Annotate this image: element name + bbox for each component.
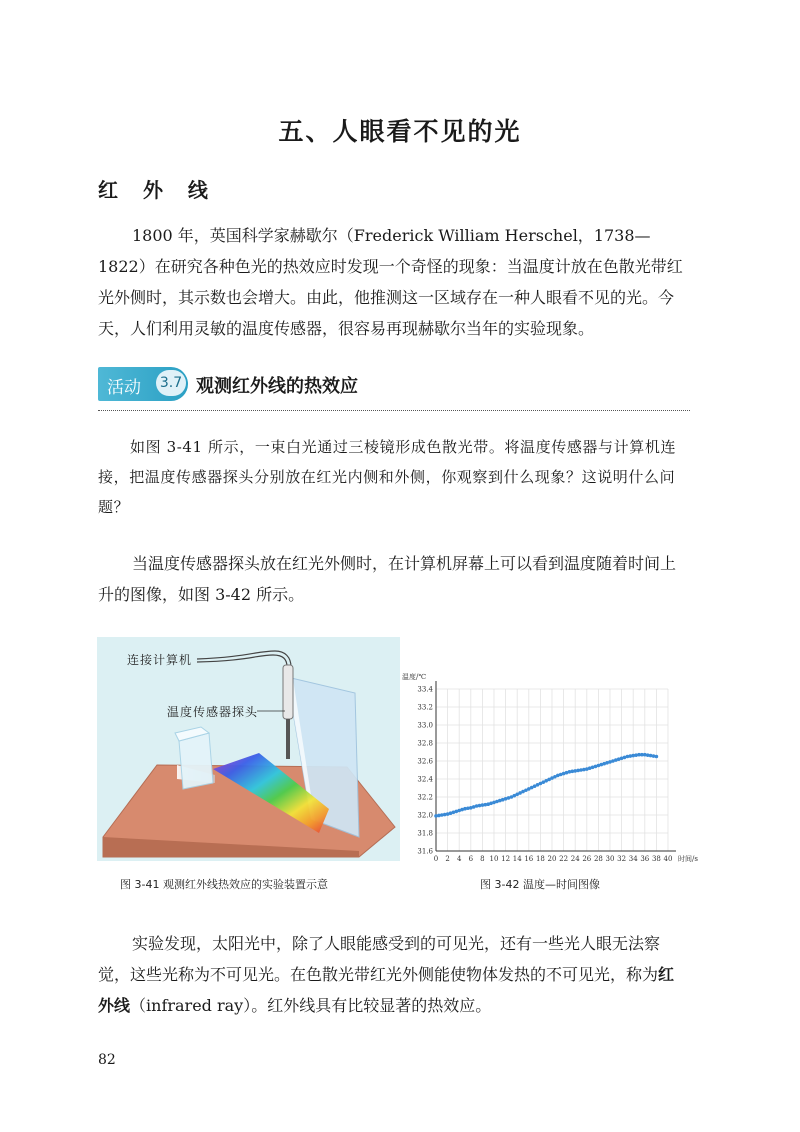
section-heading: 红 外 线 bbox=[98, 178, 217, 202]
y-tick-label: 32.4 bbox=[417, 775, 433, 784]
x-tick-label: 40 bbox=[663, 855, 673, 863]
temperature-time-plot bbox=[400, 665, 700, 865]
x-tick-label: 2 bbox=[445, 855, 450, 863]
conclusion-paragraph bbox=[98, 928, 690, 1021]
x-tick-label: 18 bbox=[535, 855, 545, 863]
temperature-chart bbox=[400, 665, 700, 865]
x-tick-label: 4 bbox=[456, 855, 462, 863]
x-tick-label: 38 bbox=[651, 855, 661, 863]
x-tick-label: 36 bbox=[640, 855, 650, 863]
y-tick-label: 33.2 bbox=[417, 703, 433, 712]
x-tick-label: 0 bbox=[433, 855, 439, 863]
y-tick-label: 31.8 bbox=[417, 829, 433, 838]
page-number: 82 bbox=[98, 1052, 116, 1068]
x-tick-label: 8 bbox=[480, 855, 485, 863]
x-tick-label: 12 bbox=[501, 855, 511, 863]
y-tick-label: 32.8 bbox=[417, 739, 433, 748]
x-tick-label: 14 bbox=[512, 855, 522, 863]
y-tick-label: 32.2 bbox=[417, 793, 433, 802]
y-tick-label: 33.4 bbox=[417, 685, 433, 694]
activity-text: 如图 3-41 所示，一束白光通过三棱镜形成色散光带。将温度传感器与计算机连接，把温度传感器探头分别放在红光内侧和外侧，你观察到什么现象？这说明什么问题？ bbox=[98, 438, 677, 516]
intro-paragraph: 1800 年，英国科学家赫歇尔（Frederick William Herschel，1738—1822）在研究各种色光的热效应时发现一个奇怪的现象：当温度计放在色散光带红光外侧时，其示数也会增大。由此，他推测这一区域存在一种人眼看不见的光。今天，人们利用灵敏的温度传感器，很容易再现赫歇尔当年的实验现象。 bbox=[98, 226, 683, 338]
x-tick-label: 26 bbox=[582, 855, 592, 863]
y-tick-label: 31.6 bbox=[417, 847, 433, 856]
y-tick-label: 32.6 bbox=[417, 757, 433, 766]
x-axis-label: 时间/s bbox=[678, 855, 698, 863]
activity-tag-label: 活动 bbox=[107, 378, 141, 398]
infrared-term: 红外线 bbox=[98, 965, 675, 1015]
sensor-cable-2 bbox=[197, 655, 287, 667]
label-connect-computer: 连接计算机 bbox=[127, 653, 193, 667]
x-tick-label: 30 bbox=[605, 855, 615, 863]
figure1-caption: 图 3-41 观测红外线热效应的实验装置示意 bbox=[120, 878, 328, 891]
activity-number: 3.7 bbox=[156, 370, 186, 396]
x-tick-label: 10 bbox=[489, 855, 499, 863]
observation-paragraph: 当温度传感器探头放在红光外侧时，在计算机屏幕上可以看到温度随着时间上升的图像，如图 3-42 所示。 bbox=[98, 554, 677, 604]
x-tick-label: 34 bbox=[628, 855, 638, 863]
x-tick-label: 24 bbox=[570, 855, 580, 863]
activity-title: 观测红外线的热效应 bbox=[196, 376, 358, 397]
experiment-illustration bbox=[97, 637, 400, 861]
page-title: 五、人眼看不见的光 bbox=[278, 117, 522, 146]
label-sensor-probe: 温度传感器探头 bbox=[167, 705, 259, 719]
x-tick-label: 22 bbox=[559, 855, 569, 863]
figure2-caption: 图 3-42 温度—时间图像 bbox=[480, 878, 600, 891]
activity-divider bbox=[98, 410, 690, 411]
x-tick-label: 20 bbox=[547, 855, 557, 863]
activity-header bbox=[98, 365, 690, 401]
x-tick-label: 6 bbox=[468, 855, 474, 863]
conclusion-text-after: （infrared ray）。红外线具有比较显著的热效应。 bbox=[130, 996, 492, 1015]
prism bbox=[179, 733, 213, 789]
x-tick-label: 16 bbox=[524, 855, 534, 863]
x-tick-label: 32 bbox=[617, 855, 627, 863]
y-axis-label: 温度/℃ bbox=[402, 673, 427, 681]
x-tick-label: 28 bbox=[593, 855, 603, 863]
y-tick-label: 33.0 bbox=[417, 721, 433, 730]
sensor-probe-tip bbox=[286, 719, 290, 759]
conclusion-text-before: 实验发现，太阳光中，除了人眼能感受到的可见光，还有一些光人眼无法察觉，这些光称为不可见光。在色散光带红光外侧能使物体发热的不可见光，称为 bbox=[98, 934, 661, 984]
data-point bbox=[655, 755, 659, 759]
y-tick-label: 32.0 bbox=[417, 811, 433, 820]
experiment-apparatus-drawing bbox=[97, 637, 400, 861]
